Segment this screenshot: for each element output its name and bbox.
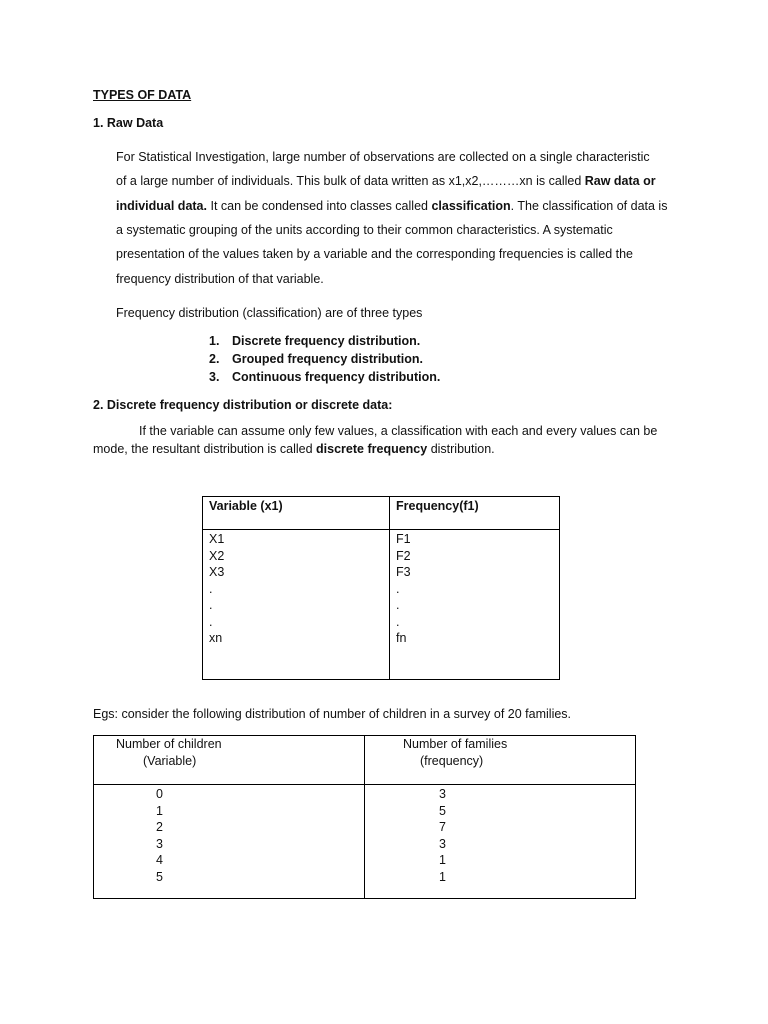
table-cell: 5 <box>156 869 163 884</box>
table-cell: X1 <box>209 532 225 546</box>
table-cell: . <box>209 581 213 596</box>
table-column <box>203 530 390 680</box>
table-cell: . <box>396 598 400 612</box>
table-header <box>365 736 636 785</box>
page-title: TYPES OF DATA <box>93 88 192 102</box>
types-intro: Frequency distribution (classification) are of three types <box>116 306 423 320</box>
table-cell: . <box>209 598 213 612</box>
section2-line-1: If the variable can assume only few values, a classification with each and every values can be <box>139 424 658 438</box>
table-cell: F3 <box>396 565 411 579</box>
table-cell: 4 <box>156 853 163 867</box>
table-cell: X3 <box>209 565 225 579</box>
table-cell: fn <box>396 631 407 645</box>
list-item: 3. <box>209 370 220 384</box>
table-cell: . <box>396 614 400 629</box>
para-line-6: frequency distribution of that variable. <box>116 272 324 286</box>
table-cell: xn <box>209 631 223 645</box>
table-header <box>94 736 365 785</box>
table-cell: 1 <box>439 853 446 867</box>
para-line-4: a systematic grouping of the units according to their common characteristics. A systematic <box>116 223 613 237</box>
section2-heading: 2. Discrete frequency distribution or discrete data: <box>93 398 393 412</box>
table-header: Frequency(f1) <box>390 497 560 530</box>
table-cell: . <box>209 614 213 629</box>
list-item: 2. <box>209 352 220 366</box>
header-line: (frequency) <box>420 754 484 768</box>
table-column <box>365 785 636 899</box>
table-cell: 1 <box>156 803 163 818</box>
header-line: Number of children <box>116 737 222 751</box>
table-cell: 3 <box>156 836 163 851</box>
children-families-table <box>93 735 636 899</box>
table-cell: 2 <box>156 820 163 834</box>
list-item-label: Discrete frequency distribution. <box>232 334 421 348</box>
table-cell: 1 <box>439 869 446 884</box>
example-intro: Egs: consider the following distribution of number of children in a survey of 20 families. <box>93 707 572 721</box>
table-cell: 7 <box>439 820 446 834</box>
table-cell: 3 <box>439 836 446 851</box>
table-column <box>390 530 560 680</box>
para-line-3: individual data. It can be condensed into classes called classification. The classification of data is <box>116 199 668 213</box>
table-cell: . <box>396 581 400 596</box>
para-line-1: For Statistical Investigation, large number of observations are collected on a single characteristic <box>116 150 650 164</box>
list-item-label: Grouped frequency distribution. <box>232 352 423 366</box>
header-line: Number of families <box>403 737 508 751</box>
list-item-label: Continuous frequency distribution. <box>232 370 441 384</box>
table-header: Variable (x1) <box>203 497 390 530</box>
table-cell: 0 <box>156 787 163 801</box>
para-line-2: of a large number of individuals. This bulk of data written as x1,x2,………xn is called Raw data or <box>116 174 656 188</box>
para-line-5: presentation of the values taken by a variable and the corresponding frequencies is called the <box>116 247 633 261</box>
table-cell: X2 <box>209 548 225 563</box>
section2-line-2: mode, the resultant distribution is called discrete frequency distribution. <box>93 442 495 456</box>
table-cell: F2 <box>396 548 411 563</box>
table-cell: 5 <box>439 803 446 818</box>
frequency-table <box>202 496 560 680</box>
table-column <box>94 785 365 899</box>
header-line: (Variable) <box>143 754 197 768</box>
section1-heading: 1. Raw Data <box>93 116 164 130</box>
table-cell: F1 <box>396 532 411 546</box>
list-item: 1. <box>209 334 220 348</box>
table-cell: 3 <box>439 787 446 801</box>
